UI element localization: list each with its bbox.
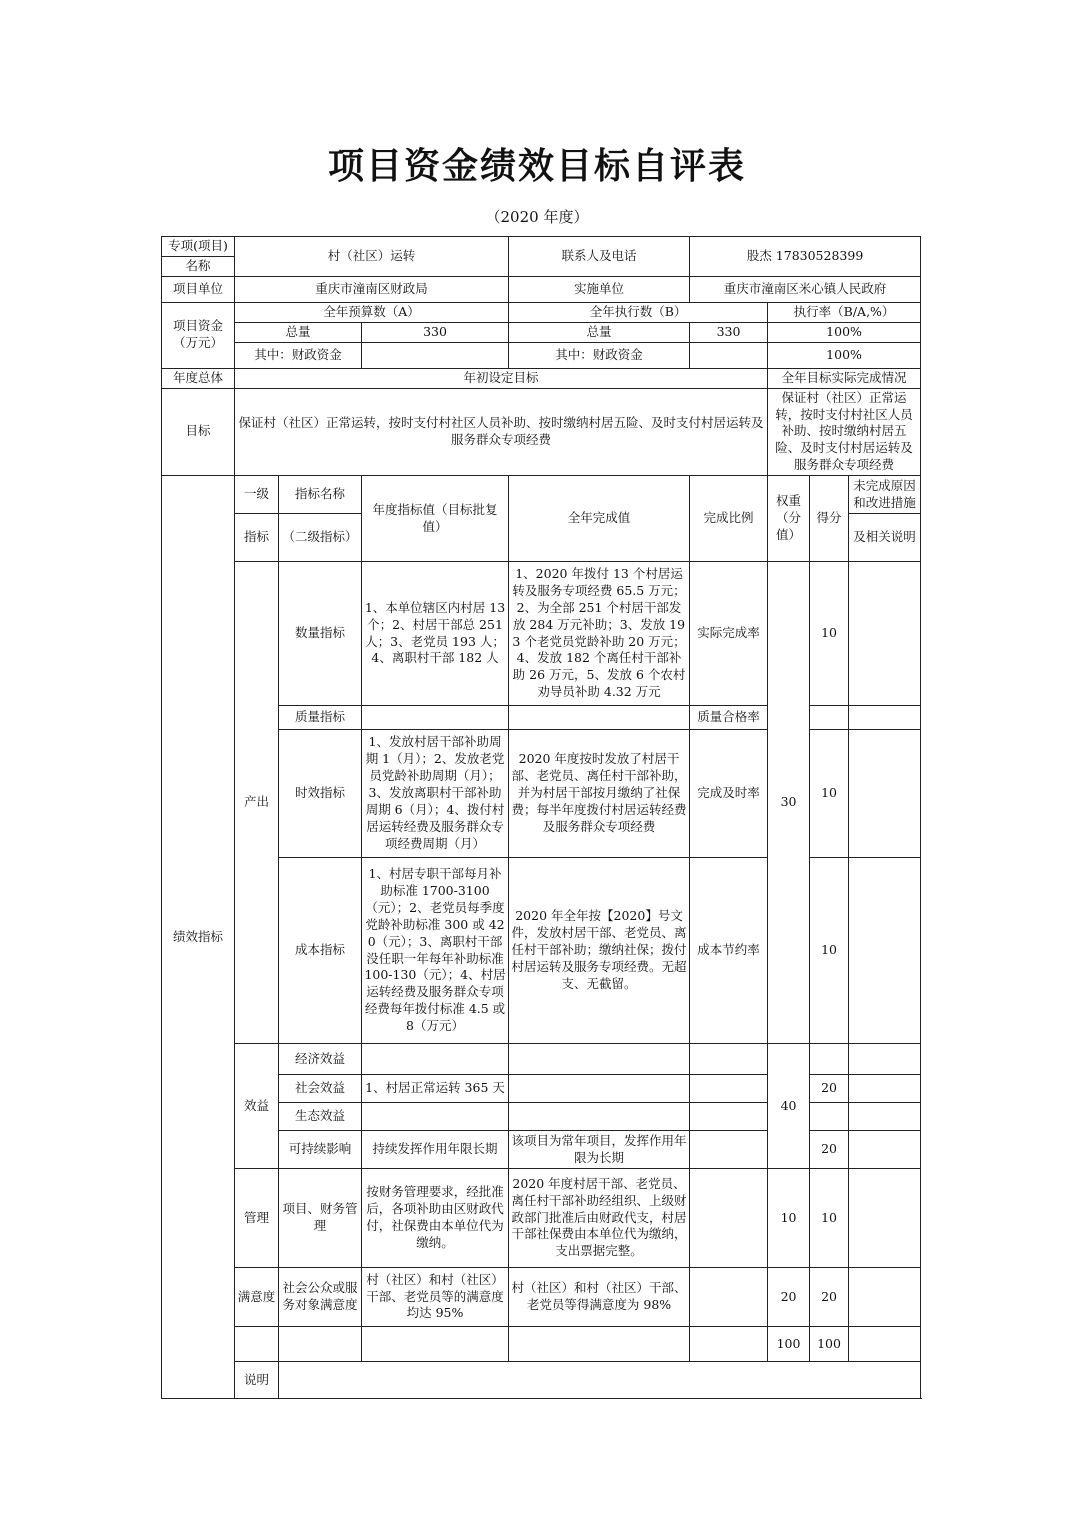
exec-total-value: 330	[690, 322, 768, 342]
year-subtitle: （2020 年度）	[485, 208, 589, 226]
project-name-label-1: 专项(项目)	[162, 237, 235, 257]
goal-label-2: 目标	[162, 388, 235, 475]
quantity-reason	[849, 562, 921, 706]
col-name-a: 指标名称	[279, 476, 362, 514]
satis-ratio	[690, 1268, 768, 1327]
benefit-weight: 40	[768, 1044, 810, 1169]
eco-actual	[509, 1103, 690, 1131]
page-title: 项目资金绩效目标自评表	[327, 145, 746, 187]
contact-label: 联系人及电话	[509, 237, 690, 277]
funds-label	[162, 302, 235, 368]
satis-name: 社会公众或服务对象满意度	[279, 1268, 362, 1327]
sustain-score: 20	[810, 1131, 849, 1169]
col-reason-a: 未完成原因和改进措施	[849, 476, 921, 514]
impl-unit-value: 重庆市潼南区米心镇人民政府	[690, 276, 921, 302]
project-unit-label: 项目单位	[162, 276, 235, 302]
col-name-b: （二级指标）	[279, 514, 362, 562]
mgmt-target: 按财务管理要求，经批准后，各项补助由区财政代付，社保费由本单位代为缴纳。	[362, 1169, 509, 1268]
mgmt-score: 10	[810, 1169, 849, 1268]
cost-target: 1、村居专职干部每月补助标准 1700-3100（元）；2、老党员每季度党龄补助标准 300 或 420（元）；3、离职村干部没任职一年每年补助标准 100-130（元）；4、村居运转经费及服务群众专项经费每年拨付标准 4.5 或 8（万元）	[362, 858, 509, 1044]
econ-ratio	[690, 1044, 768, 1075]
mgmt-ratio	[690, 1169, 768, 1268]
satis-label: 满意度	[235, 1268, 279, 1327]
mgmt-actual: 2020 年度村居干部、老党员、离任村干部补助经组织、上级财政部门批准后由财政代支，村居干部社保费由本单位代为缴纳，支出票据完整。	[509, 1169, 690, 1268]
output-label: 产出	[235, 562, 279, 1044]
satis-weight: 20	[768, 1268, 810, 1327]
cost-reason	[849, 858, 921, 1044]
time-name: 时效指标	[279, 730, 362, 858]
budget-total-label: 总量	[235, 322, 362, 342]
goal-initial-header: 年初设定目标	[235, 368, 768, 388]
mgmt-label: 管理	[235, 1169, 279, 1268]
exec-fiscal-value	[690, 342, 768, 368]
social-target: 1、村居正常运转 365 天	[362, 1075, 509, 1103]
total-ratio	[690, 1327, 768, 1362]
total-name	[279, 1327, 362, 1362]
time-score: 10	[810, 730, 849, 858]
notes-value	[279, 1362, 921, 1399]
eco-ratio	[690, 1103, 768, 1131]
econ-target	[362, 1044, 509, 1075]
budget-fiscal-label: 其中：财政资金	[235, 342, 362, 368]
mgmt-name: 项目、财务管理	[279, 1169, 362, 1268]
quality-target	[362, 706, 509, 730]
col-level1-a: 一级	[235, 476, 279, 514]
time-target: 1、发放村居干部补助周期 1（月）；2、发放老党员党龄补助周期（月）；3、发放离职村干部补助周期 6（月）；4、拨付村居运转经费及服务群众专项经费周期（月）	[362, 730, 509, 858]
total-score: 100	[810, 1327, 849, 1362]
quantity-name: 数量指标	[279, 562, 362, 706]
quantity-score: 10	[810, 562, 849, 706]
satis-actual: 村（社区）和村（社区）干部、老党员等得满意度为 98%	[509, 1268, 690, 1327]
total-target	[362, 1327, 509, 1362]
goal-label-1: 年度总体	[162, 368, 235, 388]
sustain-actual: 该项目为常年项目，发挥作用年限为长期	[509, 1131, 690, 1169]
exec-fiscal-label: 其中：财政资金	[509, 342, 690, 368]
funds-label-2: （万元）	[172, 335, 223, 351]
sustain-ratio	[690, 1131, 768, 1169]
quantity-ratio: 实际完成率	[690, 562, 768, 706]
eco-target	[362, 1103, 509, 1131]
col-level1-b: 指标	[235, 514, 279, 562]
econ-name: 经济效益	[279, 1044, 362, 1075]
funds-label-1: 项目资金	[172, 318, 223, 334]
project-name-value: 村（社区）运转	[235, 237, 509, 277]
time-reason	[849, 730, 921, 858]
total-weight: 100	[768, 1327, 810, 1362]
col-actual: 全年完成值	[509, 476, 690, 562]
eco-reason	[849, 1103, 921, 1131]
sustain-target: 持续发挥作用年限长期	[362, 1131, 509, 1169]
quality-ratio: 质量合格率	[690, 706, 768, 730]
social-actual	[509, 1075, 690, 1103]
satis-reason	[849, 1268, 921, 1327]
satis-target: 村（社区）和村（社区）干部、老党员等的满意度均达 95%	[362, 1268, 509, 1327]
cost-name: 成本指标	[279, 858, 362, 1044]
quantity-target: 1、本单位辖区内村居 13 个；2、村居干部总 251 人；3、老党员 193 人；4、离职村干部 182 人	[362, 562, 509, 706]
quality-reason	[849, 706, 921, 730]
mgmt-weight: 10	[768, 1169, 810, 1268]
cost-ratio: 成本节约率	[690, 858, 768, 1044]
social-score: 20	[810, 1075, 849, 1103]
sustain-name: 可持续影响	[279, 1131, 362, 1169]
rate-total-value: 100%	[768, 322, 921, 342]
col-weight: 权重（分值）	[768, 476, 810, 562]
social-ratio	[690, 1075, 768, 1103]
goal-initial-text: 保证村（社区）正常运转，按时支付村社区人员补助、按时缴纳村居五险、及时支付村居运转及服务群众专项经费	[235, 388, 768, 475]
budget-header: 全年预算数（A）	[235, 302, 509, 322]
time-ratio: 完成及时率	[690, 730, 768, 858]
quality-score	[810, 706, 849, 730]
col-reason-b: 及相关说明	[849, 514, 921, 562]
eco-score	[810, 1103, 849, 1131]
evaluation-table	[161, 236, 921, 1399]
col-score: 得分	[810, 476, 849, 562]
rate-header: 执行率（B/A,%）	[768, 302, 921, 322]
time-actual: 2020 年度按时发放了村居干部、老党员、离任村干部补助，并为村居干部按月缴纳了社保费；每半年度拨付村居运转经费及服务群众专项经费	[509, 730, 690, 858]
econ-score	[810, 1044, 849, 1075]
budget-total-value: 330	[362, 322, 509, 342]
quantity-actual: 1、2020 年拨付 13 个村居运转及服务专项经费 65.5 万元；2、为全部 251 个村居干部发放 284 万元补助；3、发放 193 个老党员党龄补助 20 万元；4、发放 182 个离任村干部补助 26 万元，5、发放 6 个农村劝导员补助 4.32 万元	[509, 562, 690, 706]
satis-score: 20	[810, 1268, 849, 1327]
econ-reason	[849, 1044, 921, 1075]
exec-total-label: 总量	[509, 322, 690, 342]
total-reason	[849, 1327, 921, 1362]
benefit-label: 效益	[235, 1044, 279, 1169]
output-weight: 30	[768, 562, 810, 1044]
notes-label: 说明	[235, 1362, 279, 1399]
rate-fiscal-value: 100%	[768, 342, 921, 368]
econ-actual	[509, 1044, 690, 1075]
social-reason	[849, 1075, 921, 1103]
exec-header: 全年执行数（B）	[509, 302, 768, 322]
goal-actual-text: 保证村（社区）正常运转，按时支付村社区人员补助、按时缴纳村居五险、及时支付村居运转及服务群众专项经费	[768, 388, 921, 475]
quality-actual	[509, 706, 690, 730]
social-name: 社会效益	[279, 1075, 362, 1103]
project-unit-value: 重庆市潼南区财政局	[235, 276, 509, 302]
sustain-reason	[849, 1131, 921, 1169]
project-name-label-2: 名称	[162, 256, 235, 276]
col-target: 年度指标值（目标批复值）	[362, 476, 509, 562]
total-actual	[509, 1327, 690, 1362]
budget-fiscal-value	[362, 342, 509, 368]
total-level1	[235, 1327, 279, 1362]
mgmt-reason	[849, 1169, 921, 1268]
col-ratio: 完成比例	[690, 476, 768, 562]
goal-actual-header: 全年目标实际完成情况	[768, 368, 921, 388]
contact-value: 股杰 17830528399	[690, 237, 921, 277]
indicators-section-label: 绩效指标	[162, 476, 235, 1399]
cost-score: 10	[810, 858, 849, 1044]
eco-name: 生态效益	[279, 1103, 362, 1131]
cost-actual: 2020 年全年按【2020】号文件，发放村居干部、老党员、离任村干部补助；缴纳社保；拨付村居运转及服务专项经费。无超支、无截留。	[509, 858, 690, 1044]
quality-name: 质量指标	[279, 706, 362, 730]
impl-unit-label: 实施单位	[509, 276, 690, 302]
